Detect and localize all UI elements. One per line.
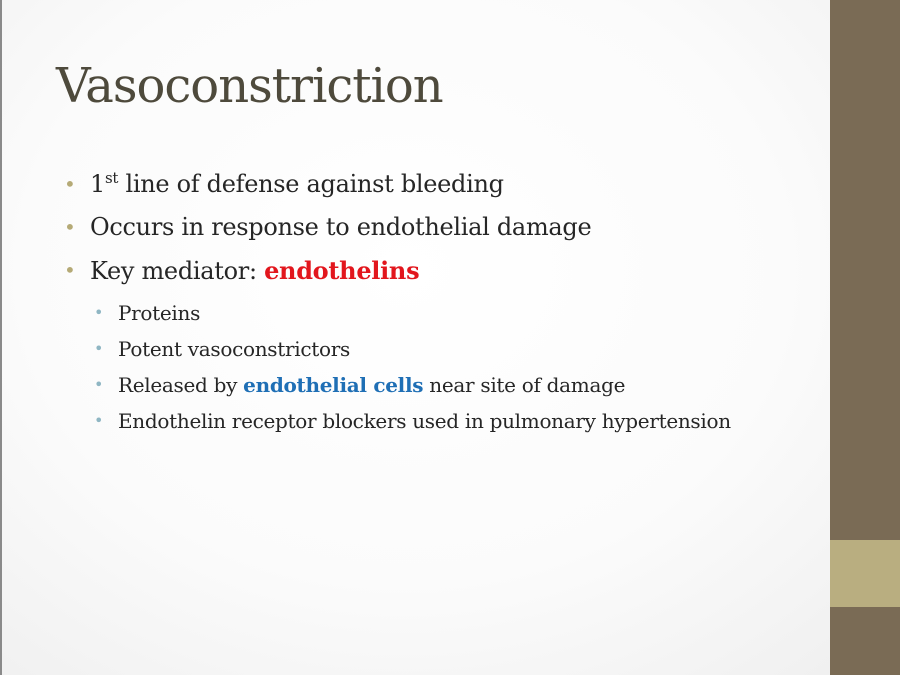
sub-bullet-text: Proteins	[118, 301, 201, 325]
bullet-number: 1	[90, 170, 105, 198]
sub-bullet-text: Potent vasoconstrictors	[118, 337, 350, 361]
bullet-item-first-line-defense	[60, 163, 820, 206]
sub-bullet-text: Released by	[118, 373, 244, 397]
bullet-dot: •	[64, 258, 76, 282]
bullet-dot: •	[64, 172, 76, 196]
bullet-dot: •	[64, 215, 76, 239]
bullet-superscript: st	[104, 169, 119, 187]
sub-bullet-container	[90, 295, 820, 439]
bullet-text: line of defense against bleeding	[118, 170, 504, 198]
slide-title: Vasoconstriction	[56, 58, 443, 114]
sub-bullet-dot: •	[94, 303, 104, 322]
bullet-list	[60, 163, 820, 293]
sub-bullet-dot: •	[94, 375, 104, 394]
highlight-endothelins: endothelins	[264, 256, 420, 285]
sub-bullet-text: Endothelin receptor blockers used in pulmonary hypertension	[118, 409, 731, 433]
bullet-item-endothelial-damage	[60, 206, 820, 249]
sub-bullet-dot: •	[94, 339, 104, 358]
sub-bullet-item-proteins	[90, 295, 820, 331]
bullet-text: Key mediator:	[90, 257, 265, 285]
slide-side-accent	[830, 540, 900, 607]
slide-content	[60, 163, 820, 439]
sub-bullet-text-suffix: near site of damage	[423, 373, 626, 397]
highlight-endothelial-cells: endothelial cells	[243, 373, 424, 397]
sub-bullet-item-released-by	[90, 367, 820, 403]
sub-bullet-item-vasoconstrictors	[90, 331, 820, 367]
bullet-item-key-mediator	[60, 249, 820, 293]
left-edge-rule	[0, 0, 2, 675]
sub-bullet-item-receptor-blockers	[90, 403, 820, 439]
bullet-text: Occurs in response to endothelial damage	[90, 213, 592, 241]
sub-bullet-dot: •	[94, 411, 104, 430]
sub-bullet-list	[90, 295, 820, 439]
